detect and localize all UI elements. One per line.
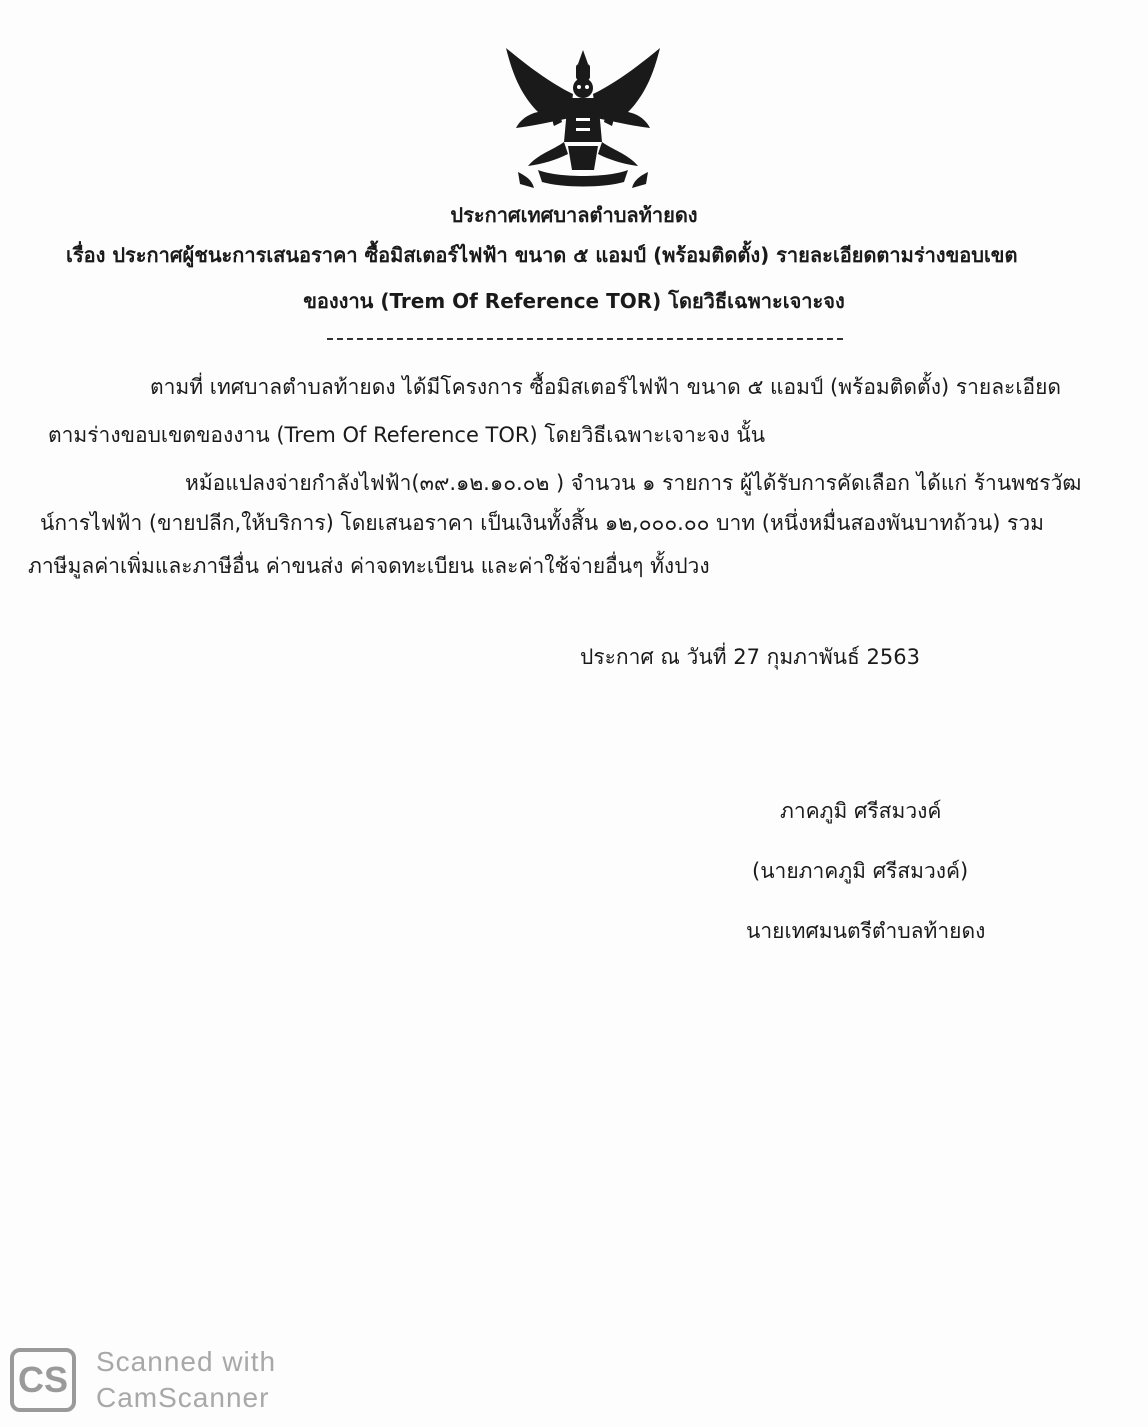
- signature-full-name: (นายภาคภูมิ ศรีสมวงค์): [752, 859, 969, 883]
- camscanner-watermark: [10, 1346, 310, 1416]
- body-line-1: ตามที่ เทศบาลตำบลท้ายดง ได้มีโครงการ ซื้อมิสเตอร์ไฟฟ้า ขนาด ๕ แอมป์ (พร้อมติดตั้ง) รายละเอียด: [150, 375, 1062, 399]
- signature-position: นายเทศมนตรีตำบลท้ายดง: [746, 919, 986, 943]
- divider-line: [327, 338, 843, 340]
- garuda-emblem-icon: [498, 42, 668, 192]
- subject-line-2: ของงาน (Trem Of Reference TOR) โดยวิธีเฉพาะเจาะจง: [303, 289, 845, 313]
- camscanner-logo-icon: CS: [10, 1348, 76, 1412]
- body-line-2: ตามร่างขอบเขตของงาน (Trem Of Reference TOR) โดยวิธีเฉพาะเจาะจง นั้น: [48, 423, 766, 447]
- watermark-line-1: Scanned with: [96, 1346, 277, 1377]
- body-line-3: หม้อแปลงจ่ายกำลังไฟฟ้า(๓๙.๑๒.๑๐.๐๒ ) จำนวน ๑ รายการ ผู้ได้รับการคัดเลือก ได้แก่ ร้านพชรวัฒ: [185, 471, 1082, 495]
- announcement-title: ประกาศเทศบาลตำบลท้ายดง: [450, 203, 698, 227]
- body-line-4: น์การไฟฟ้า (ขายปลีก,ให้บริการ) โดยเสนอราคา เป็นเงินทั้งสิ้น ๑๒,๐๐๐.๐๐ บาท (หนึ่งหมื่นสองพันบาทถ้วน) รวม: [40, 511, 1044, 535]
- announcement-date: ประกาศ ณ วันที่ 27 กุมภาพันธ์ 2563: [580, 645, 920, 669]
- subject-line-1: เรื่อง ประกาศผู้ชนะการเสนอราคา ซื้อมิสเตอร์ไฟฟ้า ขนาด ๕ แอมป์ (พร้อมติดตั้ง) รายละเอียดตามร่างขอบเขต: [66, 243, 1018, 267]
- signature-name: ภาคภูมิ ศรีสมวงค์: [780, 799, 942, 823]
- body-line-5: ภาษีมูลค่าเพิ่มและภาษีอื่น ค่าขนส่ง ค่าจดทะเบียน และค่าใช้จ่ายอื่นๆ ทั้งปวง: [28, 554, 710, 578]
- watermark-line-2: CamScanner: [96, 1382, 270, 1413]
